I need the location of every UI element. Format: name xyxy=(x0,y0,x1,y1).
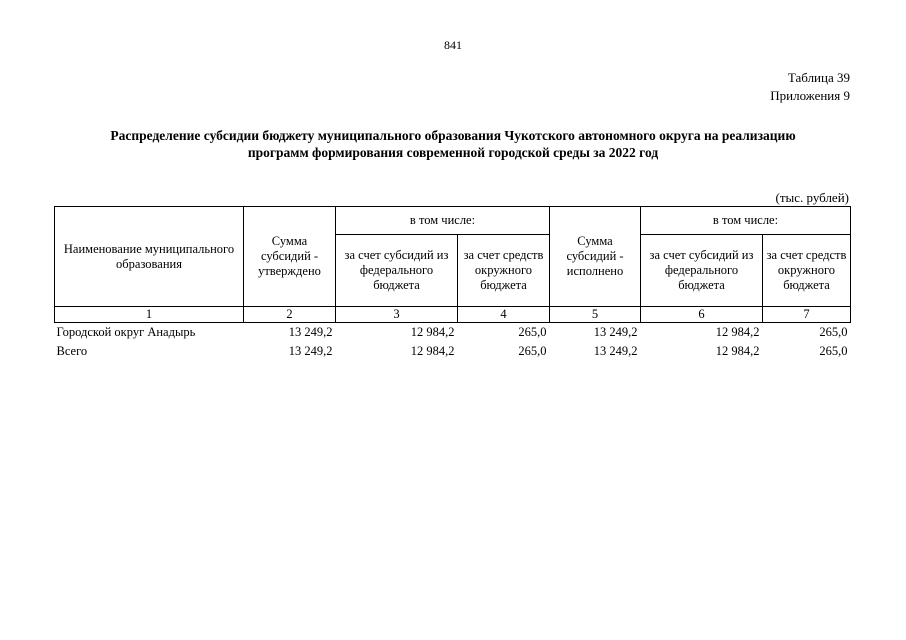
units-label: (тыс. рублей) xyxy=(775,190,849,205)
row-name: Всего xyxy=(56,344,88,358)
header-sum-executed: Сумма субсидий - исполнено xyxy=(550,207,641,307)
cell-sum-approved: 13 249,2 xyxy=(288,325,333,339)
header-district-1: за счет средств окружного бюджета xyxy=(458,235,550,307)
header-federal-1: за счет субсидий из федерального бюджета xyxy=(336,235,458,307)
document-title xyxy=(40,127,866,161)
title-line-2: программ формирования современной городской среды за 2022 год xyxy=(247,145,659,160)
cell-federal-2: 12 984,2 xyxy=(715,344,760,358)
row-name: Городской округ Анадырь xyxy=(56,325,196,339)
cell-district-2: 265,0 xyxy=(819,344,848,358)
column-number-row xyxy=(55,307,851,323)
header-district-2: за счет средств окружного бюджета xyxy=(763,235,851,307)
title-line-1: Распределение субсидии бюджету муниципального образования Чукотского автономного округа на реализацию xyxy=(110,128,796,143)
column-number: 6 xyxy=(641,307,763,323)
cell-sum-executed: 13 249,2 xyxy=(593,325,638,339)
table-row-total xyxy=(55,342,851,361)
cell-district-2: 265,0 xyxy=(819,325,848,339)
column-number: 2 xyxy=(244,307,336,323)
column-number: 7 xyxy=(763,307,851,323)
cell-district-1: 265,0 xyxy=(518,325,547,339)
header-name: Наименование муниципального образования xyxy=(55,207,244,307)
cell-district-1: 265,0 xyxy=(518,344,547,358)
appendix-reference: Приложения 9 xyxy=(770,88,850,103)
header-including-2: в том числе: xyxy=(641,207,851,235)
cell-federal-1: 12 984,2 xyxy=(410,344,455,358)
table-row xyxy=(55,323,851,343)
table-reference: Таблица 39 xyxy=(787,70,850,85)
header-sum-approved: Сумма субсидий - утверждено xyxy=(244,207,336,307)
page-number: 841 xyxy=(444,38,462,52)
column-number: 1 xyxy=(55,307,244,323)
cell-federal-2: 12 984,2 xyxy=(715,325,760,339)
cell-federal-1: 12 984,2 xyxy=(410,325,455,339)
header-federal-2: за счет субсидий из федерального бюджета xyxy=(641,235,763,307)
column-number: 4 xyxy=(458,307,550,323)
header-row-top xyxy=(55,207,851,235)
column-number: 5 xyxy=(550,307,641,323)
column-number: 3 xyxy=(336,307,458,323)
cell-sum-approved: 13 249,2 xyxy=(288,344,333,358)
cell-sum-executed: 13 249,2 xyxy=(593,344,638,358)
header-including-1: в том числе: xyxy=(336,207,550,235)
subsidy-table xyxy=(54,206,851,361)
